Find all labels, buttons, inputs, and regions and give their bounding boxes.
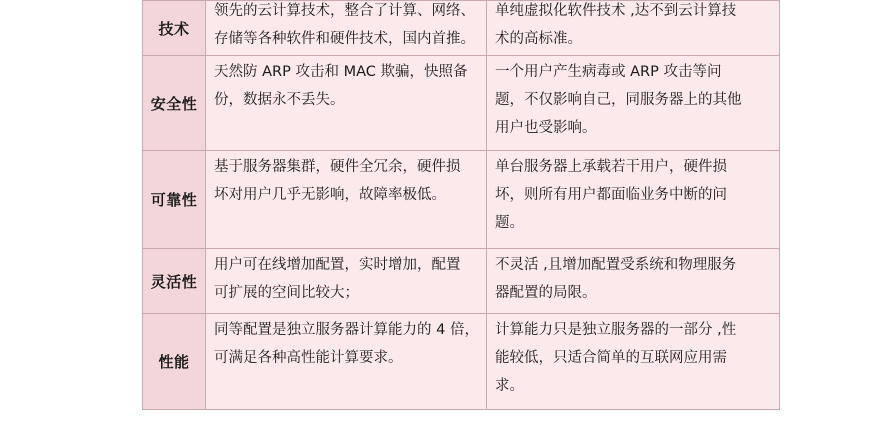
cloud-text-flexibility: 用户可在线增加配置，实时增加，配置 可扩展的空间比较大； — [214, 257, 461, 301]
cloud-cell-flexibility — [206, 249, 487, 314]
cloud-text-reliability: 基于服务器集群，硬件全冗余，硬件损 坏对用户几乎无影响，故障率极低。 — [214, 159, 461, 203]
cloud-cell-reliability — [206, 151, 487, 249]
row-label-tech: 技术 — [143, 1, 206, 56]
table-row-tech — [143, 1, 780, 56]
vps-cell-security — [487, 56, 780, 151]
row-label-security: 安全性 — [143, 56, 206, 151]
comparison-table — [142, 0, 780, 410]
table-row-performance — [143, 314, 780, 410]
table-row-flexibility — [143, 249, 780, 314]
vps-cell-flexibility — [487, 249, 780, 314]
vps-text-reliability: 单台服务器上承载若干用户，硬件损 坏，则所有用户都面临业务中断的问 题。 — [495, 159, 727, 231]
cloud-text-security: 天然防 ARP 攻击和 MAC 欺骗，快照备 份，数据永不丢失。 — [214, 64, 468, 108]
comparison-table-body — [143, 1, 780, 410]
vps-text-tech: 单纯虚拟化软件技术 ,达不到云计算技 术的高标准。 — [495, 3, 737, 47]
vps-cell-tech — [487, 1, 780, 56]
vps-cell-performance — [487, 314, 780, 410]
row-label-reliability: 可靠性 — [143, 151, 206, 249]
vps-text-performance: 计算能力只是独立服务器的一部分 ,性 能较低，只适合简单的互联网应用需 求。 — [495, 322, 737, 394]
comparison-table-container — [142, 0, 780, 426]
cloud-cell-security — [206, 56, 487, 151]
cloud-text-tech: 领先的云计算技术，整合了计算、网络、 存储等各种软件和硬件技术，国内首推。 — [214, 3, 475, 47]
cloud-text-performance: 同等配置是独立服务器计算能力的 4 倍， 可满足各种高性能计算要求。 — [214, 322, 479, 366]
row-label-performance: 性能 — [143, 314, 206, 410]
vps-text-flexibility: 不灵活 ,且增加配置受系统和物理服务 器配置的局限。 — [495, 257, 737, 301]
vps-cell-reliability — [487, 151, 780, 249]
cloud-cell-performance — [206, 314, 487, 410]
vps-text-security: 一个用户产生病毒或 ARP 攻击等问 题，不仅影响自己，同服务器上的其他 用户也受影响。 — [495, 64, 742, 136]
cloud-cell-tech — [206, 1, 487, 56]
row-label-flexibility: 灵活性 — [143, 249, 206, 314]
table-row-security — [143, 56, 780, 151]
table-row-reliability — [143, 151, 780, 249]
